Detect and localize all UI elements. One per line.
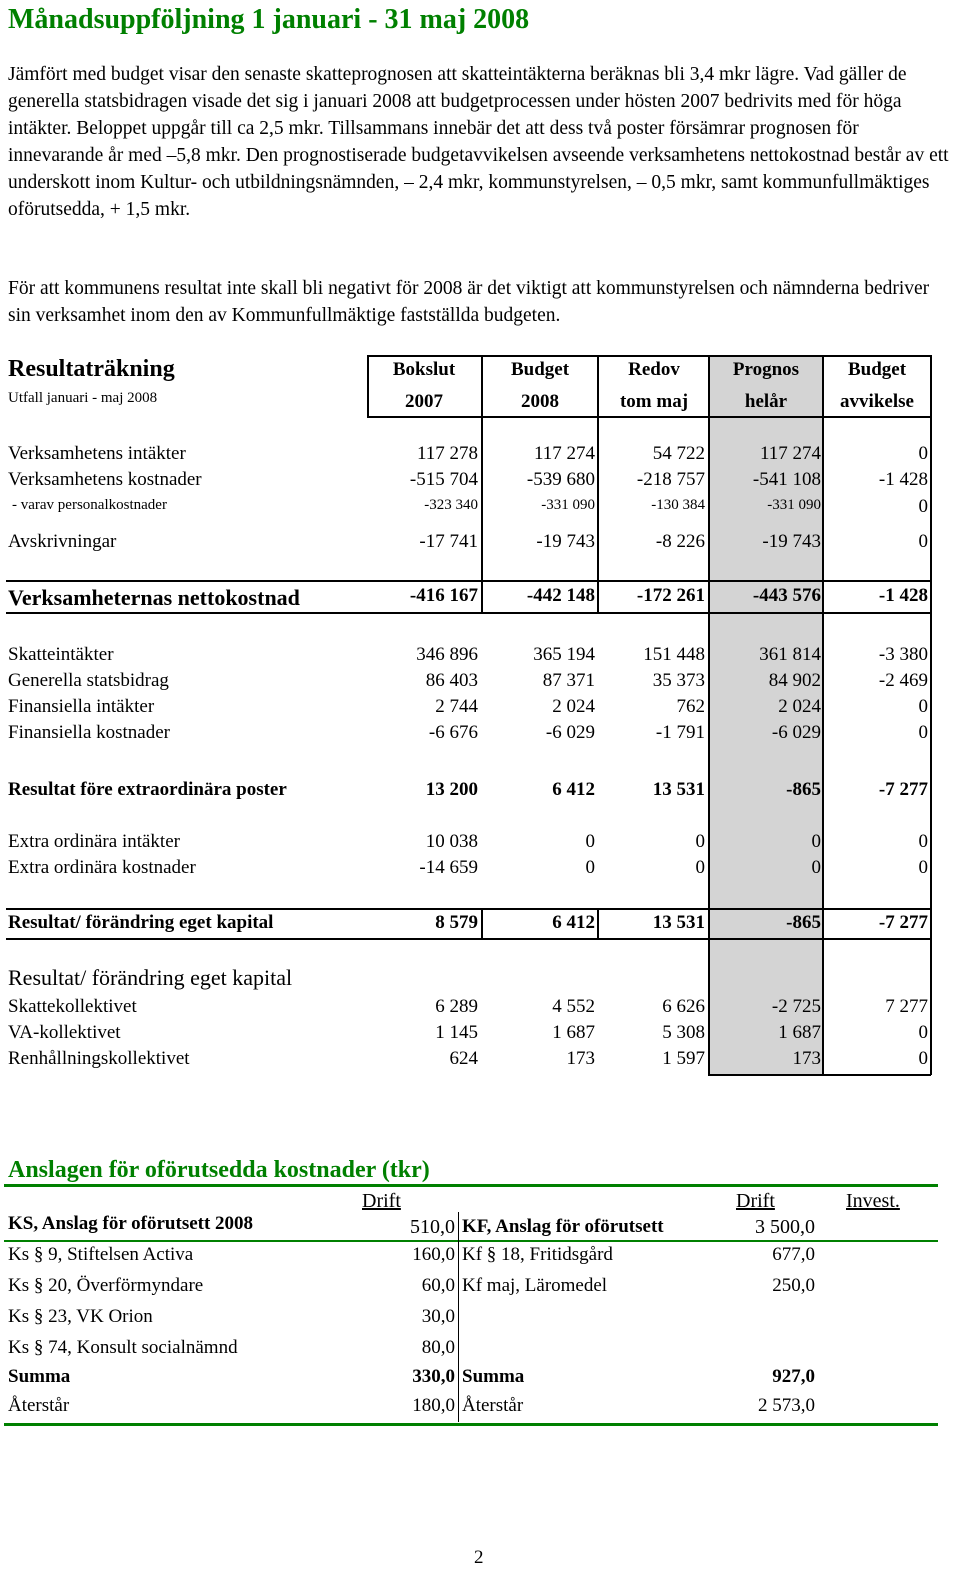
cell-avvikelse: -3 380 <box>878 644 928 665</box>
cell-budget: 0 <box>585 831 595 852</box>
cell-avvikelse: 0 <box>918 531 928 552</box>
cell-avvikelse: -1 428 <box>878 585 928 606</box>
cell-prognos: -19 743 <box>762 531 821 552</box>
left-item-value: 30,0 <box>421 1306 455 1327</box>
cell-budget: 365 194 <box>533 644 595 665</box>
left-item-value: 60,0 <box>421 1275 455 1296</box>
cell-bokslut: 624 <box>449 1048 478 1069</box>
cell-budget: -6 029 <box>545 722 595 743</box>
cell-bokslut: 117 278 <box>416 443 478 464</box>
table-bottom-border <box>708 1074 931 1076</box>
page-number: 2 <box>474 1547 484 1568</box>
left-item-label: Ks § 20, Överförmyndare <box>8 1275 204 1296</box>
result-table-heading: Resultaträkning <box>8 356 175 382</box>
page-title: Månadsuppföljning 1 januari - 31 maj 2008 <box>8 4 530 35</box>
cell-redov: -1 791 <box>655 722 705 743</box>
cell-redov: 13 531 <box>652 912 705 933</box>
anslagen-top-rule <box>4 1184 938 1187</box>
row-label: Avskrivningar <box>8 531 117 552</box>
cell-prognos: -541 108 <box>752 469 821 490</box>
cell-bokslut: -515 704 <box>409 469 478 490</box>
table-row <box>0 831 960 857</box>
row-label: Extra ordinära intäkter <box>8 831 180 852</box>
rule-below-resultat <box>6 938 931 940</box>
cell-budget: 117 274 <box>533 443 595 464</box>
table-row <box>0 1048 960 1074</box>
cell-prognos: -331 090 <box>767 497 821 513</box>
cell-budget: -442 148 <box>526 585 595 606</box>
cell-avvikelse: -7 277 <box>878 779 928 800</box>
cell-bokslut: 6 289 <box>435 996 478 1017</box>
row-label: Verksamhetens kostnader <box>8 469 202 490</box>
rule-above-nettokostnad <box>6 580 931 582</box>
cell-budget: 173 <box>566 1048 595 1069</box>
cell-avvikelse: 0 <box>918 443 928 464</box>
cell-avvikelse: 7 277 <box>885 996 928 1017</box>
table-row <box>0 585 960 611</box>
cell-bokslut: 86 403 <box>425 670 478 691</box>
cell-avvikelse: 0 <box>918 1022 928 1043</box>
left-item-label: Ks § 23, VK Orion <box>8 1306 153 1327</box>
cell-redov: 151 448 <box>643 644 705 665</box>
cell-bokslut: 8 579 <box>435 912 478 933</box>
left-sum-value: 330,0 <box>412 1366 455 1387</box>
cell-redov: -218 757 <box>636 469 705 490</box>
cell-avvikelse: 0 <box>918 496 928 517</box>
table-row <box>0 857 960 883</box>
table-row <box>0 494 960 520</box>
right-rest-label: Återstår <box>462 1395 524 1416</box>
left-heading-value: 510,0 <box>410 1216 455 1238</box>
cell-redov: 5 308 <box>662 1022 705 1043</box>
cell-budget: -19 743 <box>536 531 595 552</box>
row-label: Generella statsbidrag <box>8 670 169 691</box>
right-item-value: 250,0 <box>772 1275 815 1296</box>
row-label: Verksamheternas nettokostnad <box>8 585 300 610</box>
col-header-4-line1: Prognos <box>732 359 800 380</box>
col-header-5-line2: avvikelse <box>840 391 914 412</box>
cell-prognos: 2 024 <box>778 696 821 717</box>
cell-prognos: -6 029 <box>771 722 821 743</box>
left-sum-label: Summa <box>8 1366 71 1387</box>
row-label: Verksamhetens intäkter <box>8 443 186 464</box>
cell-redov: 54 722 <box>652 443 705 464</box>
cell-redov: 762 <box>676 696 705 717</box>
col-header-1-line1: Bokslut <box>392 359 456 380</box>
cell-avvikelse: 0 <box>918 722 928 743</box>
right-heading: KF, Anslag för oförutsett <box>462 1216 664 1237</box>
cell-avvikelse: -1 428 <box>878 469 928 490</box>
left-rest-value: 180,0 <box>412 1395 455 1416</box>
cell-bokslut: 2 744 <box>435 696 478 717</box>
row-label: Resultat före extraordinära poster <box>8 779 287 800</box>
right-rest-value: 2 573,0 <box>758 1395 815 1416</box>
table-row <box>0 722 960 748</box>
cell-budget: 87 371 <box>542 670 595 691</box>
cell-avvikelse: -2 469 <box>878 670 928 691</box>
cell-redov: 13 531 <box>652 779 705 800</box>
cell-prognos: 1 687 <box>778 1022 821 1043</box>
aterstar-row <box>0 1395 960 1423</box>
table-row <box>0 644 960 670</box>
right-heading-value: 3 500,0 <box>755 1216 815 1238</box>
right-sum-value: 927,0 <box>772 1366 815 1387</box>
row-label: Extra ordinära kostnader <box>8 857 196 878</box>
cell-budget: 6 412 <box>552 779 595 800</box>
cell-redov: 0 <box>695 831 705 852</box>
col-header-4-line2: helår <box>744 391 788 412</box>
cell-budget: 4 552 <box>552 996 595 1017</box>
cell-budget: 1 687 <box>552 1022 595 1043</box>
list-item <box>0 1306 960 1334</box>
row-label: - varav personalkostnader <box>12 497 167 513</box>
cell-redov: -8 226 <box>655 531 705 552</box>
cell-prognos: 0 <box>811 831 821 852</box>
cell-redov: 6 626 <box>662 996 705 1017</box>
cell-bokslut: 10 038 <box>425 831 478 852</box>
list-item <box>0 1337 960 1365</box>
row-label: Skatteintäkter <box>8 644 114 665</box>
cell-budget: -539 680 <box>526 469 595 490</box>
table-row <box>0 912 960 938</box>
right-item-label: Kf § 18, Fritidsgård <box>462 1244 613 1265</box>
right-sum-label: Summa <box>462 1366 525 1387</box>
table-row <box>0 996 960 1022</box>
header-drift-right: Drift <box>736 1190 775 1212</box>
cell-avvikelse: 0 <box>918 831 928 852</box>
anslagen-bottom-rule <box>4 1423 938 1426</box>
row-label: Finansiella intäkter <box>8 696 155 717</box>
summa-row <box>0 1366 960 1394</box>
table-row <box>0 696 960 722</box>
col-divider-0 <box>367 355 369 418</box>
table-row <box>0 443 960 469</box>
budget-paragraph: För att kommunens resultat inte skall bli negativt för 2008 är det viktigt att kommunstyrelsen och nämnderna bedriver sin verksamhet inom den av Kommunfullmäktige fastställda budgeten. <box>8 278 930 326</box>
left-item-label: Ks § 9, Stiftelsen Activa <box>8 1244 194 1265</box>
row-label: Resultat/ förändring eget kapital <box>8 912 274 933</box>
table-row <box>0 531 960 557</box>
cell-prognos: -865 <box>786 779 821 800</box>
rule-above-resultat <box>6 908 931 910</box>
cell-avvikelse: -7 277 <box>878 912 928 933</box>
cell-budget: 2 024 <box>552 696 595 717</box>
right-item-label: Kf maj, Läromedel <box>462 1275 608 1296</box>
row-label: Skattekollektivet <box>8 996 137 1017</box>
cell-bokslut: -17 741 <box>419 531 478 552</box>
row-label: Renhållningskollektivet <box>8 1048 190 1069</box>
cell-prognos: 117 274 <box>759 443 821 464</box>
list-item <box>0 1275 960 1303</box>
col-header-2-line2: 2008 <box>521 391 559 412</box>
row-label: Resultat/ förändring eget kapital <box>8 965 293 990</box>
anslagen-title: Anslagen för oförutsedda kostnader (tkr) <box>8 1157 430 1183</box>
left-item-value: 160,0 <box>412 1244 455 1265</box>
col-header-1-line2: 2007 <box>405 391 443 412</box>
result-table-subheading: Utfall januari - maj 2008 <box>8 390 158 406</box>
cell-bokslut: 13 200 <box>425 779 478 800</box>
list-item <box>0 1244 960 1272</box>
cell-avvikelse: 0 <box>918 1048 928 1069</box>
rule-below-nettokostnad <box>6 612 931 614</box>
cell-prognos: -443 576 <box>752 585 821 606</box>
section-heading-row <box>0 965 960 991</box>
table-row <box>0 670 960 696</box>
cell-avvikelse: 0 <box>918 696 928 717</box>
cell-bokslut: 346 896 <box>416 644 478 665</box>
left-rest-label: Återstår <box>8 1395 70 1416</box>
cell-redov: 35 373 <box>652 670 705 691</box>
col-header-5-line1: Budget <box>847 359 907 380</box>
intro-paragraph: Jämfört med budget visar den senaste skatteprognosen att skatteintäkterna beräknas bli 3,4 mkr lägre. Vad gäller de generella statsbidragen visade det sig i januari 2008 att budgetprocessen under hösten 2007 bedrivits med för höga intäkter. Beloppet uppgår till ca 2,5 mkr. Tillsammans innebär det att dess två poster försämrar prognosen för innevarande år med –5,8 mkr. Den prognostiserade budgetavvikelsen avseende verksamhetens nettokostnad består av ett underskott inom Kultur- och utbildningsnämnden, – 2,4 mkr, kommunstyrelsen, – 0,5 mkr, samt kommunfullmäktiges oförutsedda, + 1,5 mkr. <box>8 64 949 220</box>
cell-budget: 0 <box>585 857 595 878</box>
left-item-value: 80,0 <box>421 1337 455 1358</box>
cell-bokslut: -6 676 <box>428 722 478 743</box>
cell-redov: -130 384 <box>651 497 705 513</box>
col-header-3-line2: tom maj <box>619 391 689 412</box>
header-drift-left: Drift <box>362 1190 401 1212</box>
cell-redov: 1 597 <box>662 1048 705 1069</box>
cell-prognos: 361 814 <box>759 644 821 665</box>
cell-budget: 6 412 <box>552 912 595 933</box>
header-invest: Invest. <box>846 1190 900 1212</box>
cell-redov: 0 <box>695 857 705 878</box>
col-header-2-line1: Budget <box>510 359 570 380</box>
cell-bokslut: -323 340 <box>424 497 478 513</box>
cell-prognos: 173 <box>792 1048 821 1069</box>
right-item-value: 677,0 <box>772 1244 815 1265</box>
cell-bokslut: -14 659 <box>419 857 478 878</box>
cell-bokslut: 1 145 <box>435 1022 478 1043</box>
cell-avvikelse: 0 <box>918 857 928 878</box>
cell-redov: -172 261 <box>636 585 705 606</box>
cell-prognos: -865 <box>786 912 821 933</box>
cell-prognos: 0 <box>811 857 821 878</box>
table-row <box>0 1022 960 1048</box>
anslagen-header-rule <box>4 1240 938 1242</box>
cell-budget: -331 090 <box>541 497 595 513</box>
left-item-label: Ks § 74, Konsult socialnämnd <box>8 1337 238 1358</box>
cell-prognos: -2 725 <box>771 996 821 1017</box>
header-bottom-border <box>367 416 931 418</box>
left-heading: KS, Anslag för oförutsett 2008 <box>8 1213 254 1234</box>
col-header-3-line1: Redov <box>628 359 680 380</box>
row-label: VA-kollektivet <box>8 1022 121 1043</box>
table-row <box>0 779 960 805</box>
cell-bokslut: -416 167 <box>409 585 478 606</box>
table-row <box>0 469 960 495</box>
row-label: Finansiella kostnader <box>8 722 170 743</box>
table-top-border <box>367 355 931 357</box>
cell-prognos: 84 902 <box>768 670 821 691</box>
